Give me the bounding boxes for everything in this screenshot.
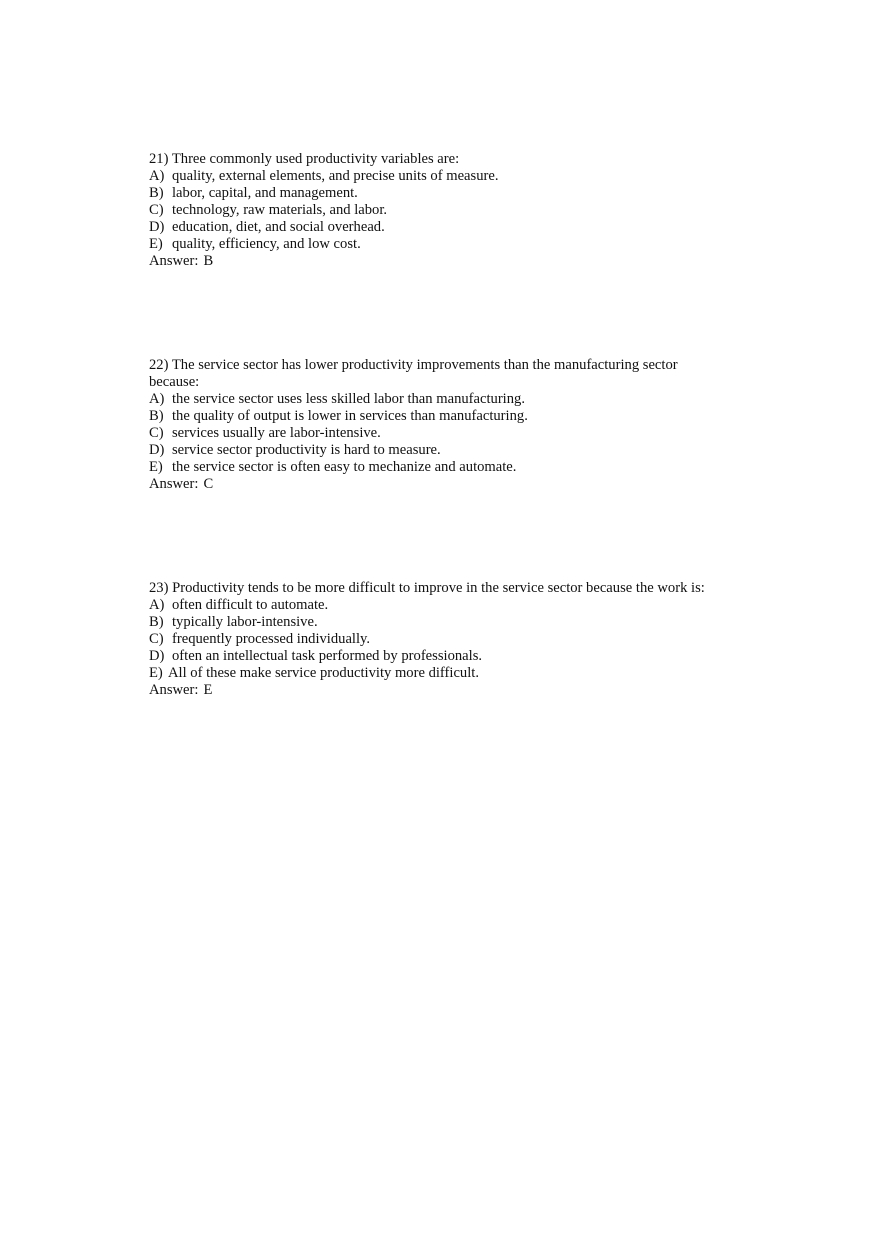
option-text: All of these make service productivity more difficult. [168,665,479,681]
answer-label: Answer: [149,682,199,698]
option-c [149,425,789,442]
option-letter: D) [149,442,165,458]
option-text: service sector productivity is hard to measure. [172,442,441,458]
option-letter: B) [149,614,164,630]
option-text: frequently processed individually. [172,631,371,647]
option-d [149,648,789,665]
option-d [149,442,789,459]
option-e [149,459,789,476]
option-letter: A) [149,168,165,184]
option-text: technology, raw materials, and labor. [172,202,388,218]
option-c [149,631,789,648]
option-b [149,408,789,425]
option-letter: D) [149,648,165,664]
question-stem-text: Three commonly used productivity variables are: [171,151,460,167]
option-letter: C) [149,425,164,441]
option-text: the service sector uses less skilled labor than manufacturing. [172,391,525,407]
question-23 [149,580,789,699]
option-text: the service sector is often easy to mechanize and automate. [172,459,517,475]
question-stem [149,357,709,391]
question-number: 23) [149,580,169,596]
option-letter: B) [149,185,164,201]
question-stem [149,151,789,168]
option-letter: A) [149,391,165,407]
option-e [149,236,789,253]
option-letter: E) [149,665,163,681]
answer-label: Answer: [149,253,199,269]
option-b [149,185,789,202]
question-number: 22) [149,357,169,373]
question-stem-text: The service sector has lower productivity improvements than the manufacturing sector because: [149,357,678,390]
answer-label: Answer: [149,476,199,492]
option-letter: E) [149,236,163,252]
answer-value: C [203,476,214,492]
question-stem [149,580,789,597]
option-text: services usually are labor-intensive. [172,425,381,441]
option-a [149,391,789,408]
option-letter: C) [149,631,164,647]
option-text: education, diet, and social overhead. [172,219,385,235]
answer-value: B [203,253,214,269]
option-letter: E) [149,459,163,475]
option-text: labor, capital, and management. [172,185,358,201]
option-text: typically labor-intensive. [172,614,318,630]
option-d [149,219,789,236]
answer-value: E [203,682,213,698]
option-letter: D) [149,219,165,235]
answer-line [149,253,789,270]
question-21 [149,151,789,270]
option-text: quality, efficiency, and low cost. [172,236,361,252]
option-letter: C) [149,202,164,218]
option-text: often difficult to automate. [172,597,329,613]
option-text: the quality of output is lower in services than manufacturing. [172,408,528,424]
option-letter: B) [149,408,164,424]
option-a [149,168,789,185]
option-letter: A) [149,597,165,613]
option-b [149,614,789,631]
option-c [149,202,789,219]
option-e [149,665,789,682]
option-text: quality, external elements, and precise units of measure. [172,168,499,184]
question-number: 21) [149,151,169,167]
answer-line [149,476,789,493]
answer-line [149,682,789,699]
question-stem-text: Productivity tends to be more difficult to improve in the service sector because the work is: [172,580,705,596]
option-text: often an intellectual task performed by professionals. [172,648,483,664]
question-22 [149,357,789,493]
option-a [149,597,789,614]
